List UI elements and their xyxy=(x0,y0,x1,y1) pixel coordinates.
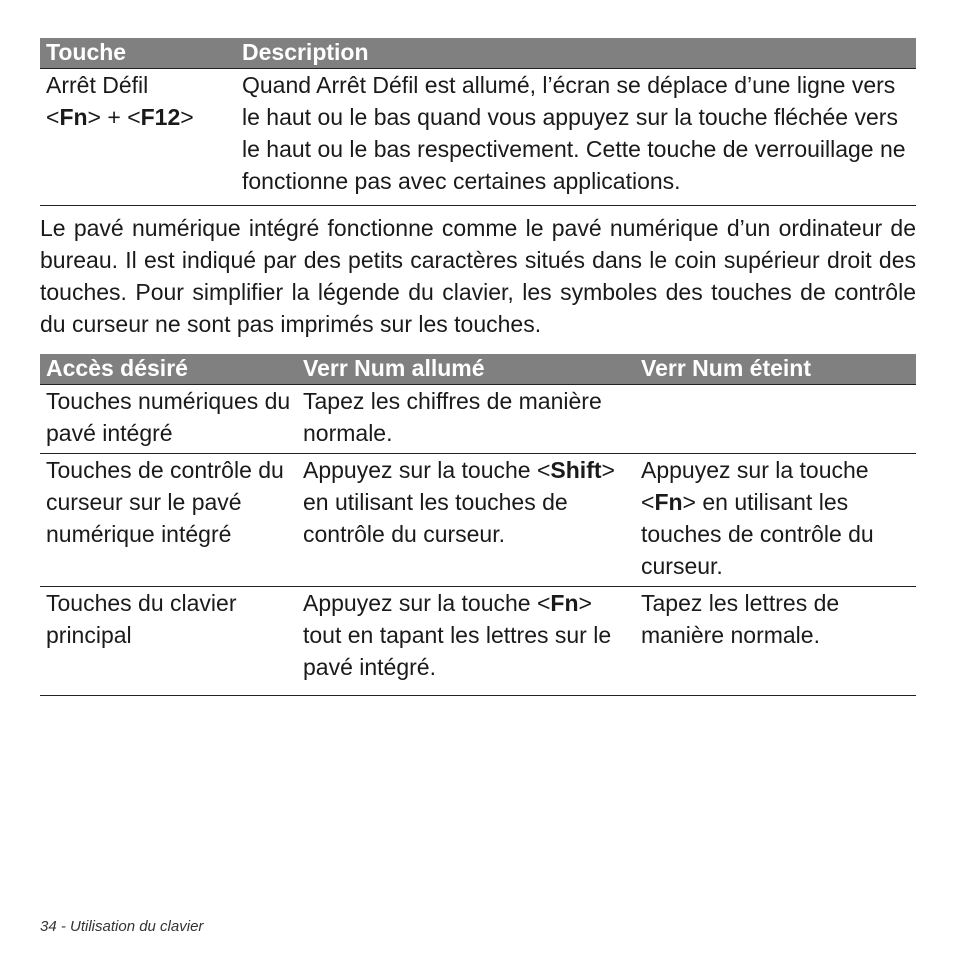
key-combo-mid: > + < xyxy=(87,104,141,130)
access-cell: Touches numériques du pavé intégré xyxy=(40,385,297,454)
table-row xyxy=(40,587,916,696)
column-header-touche: Touche xyxy=(40,38,236,69)
numlock-on-cell: Tapez les chiffres de manière normale. xyxy=(297,385,635,454)
cell-text-post: > tout en tapant les lettres sur le pavé intégré. xyxy=(303,590,612,680)
key-combo-lt: < xyxy=(46,104,60,130)
numlock-on-cell xyxy=(297,587,635,696)
access-cell: Touches du clavier principal xyxy=(40,587,297,696)
numlock-off-cell: Tapez les lettres de manière normale. xyxy=(635,587,916,696)
key-f12: F12 xyxy=(140,104,181,130)
column-header-numlock-off: Verr Num éteint xyxy=(635,354,916,385)
cell-text-pre: Appuyez sur la touche < xyxy=(303,457,551,483)
key-cell xyxy=(40,69,236,206)
table-header-row xyxy=(40,38,916,69)
key-fn: Fn xyxy=(550,590,579,616)
numlock-table xyxy=(40,354,916,696)
scroll-lock-table xyxy=(40,38,916,206)
key-combo-gt: > xyxy=(180,104,194,130)
page-footer: 34 - Utilisation du clavier xyxy=(40,918,204,935)
cell-text-pre: Appuyez sur la touche < xyxy=(641,457,869,515)
column-header-description: Description xyxy=(236,38,916,69)
numlock-off-cell xyxy=(635,454,916,587)
page-content xyxy=(40,38,916,696)
cell-text-post: > en utilisant les touches de contrôle du curseur. xyxy=(641,489,874,579)
table-header-row xyxy=(40,354,916,385)
description-cell: Quand Arrêt Défil est allumé, l’écran se déplace d’une ligne vers le haut ou le bas quand vous appuyez sur la touche fléchée vers le haut ou le bas respectivement. Cette touche de verrouillage ne fonctionne pas avec certaines applications. xyxy=(236,69,916,206)
numlock-on-cell xyxy=(297,454,635,587)
key-fn: Fn xyxy=(59,104,88,130)
key-shift: Shift xyxy=(550,457,602,483)
table-row xyxy=(40,454,916,587)
column-header-acces: Accès désiré xyxy=(40,354,297,385)
key-name: Arrêt Défil xyxy=(46,72,149,98)
column-header-numlock-on: Verr Num allumé xyxy=(297,354,635,385)
cell-text-post: > en utilisant les touches de contrôle du curseur. xyxy=(303,457,615,547)
keypad-paragraph: Le pavé numérique intégré fonctionne comme le pavé numérique d’un ordinateur de bureau. Il est indiqué par des petits caractères situés dans le coin supérieur droit des touches. Pour simplifier la légende du clavier, les symboles des touches de contrôle du curseur ne sont pas imprimés sur les touches. xyxy=(40,215,916,337)
access-cell: Touches de contrôle du curseur sur le pavé numérique intégré xyxy=(40,454,297,587)
cell-text-pre: Appuyez sur la touche < xyxy=(303,590,551,616)
numlock-off-cell xyxy=(635,385,916,454)
key-fn: Fn xyxy=(654,489,683,515)
table-row xyxy=(40,69,916,206)
table-row xyxy=(40,385,916,454)
